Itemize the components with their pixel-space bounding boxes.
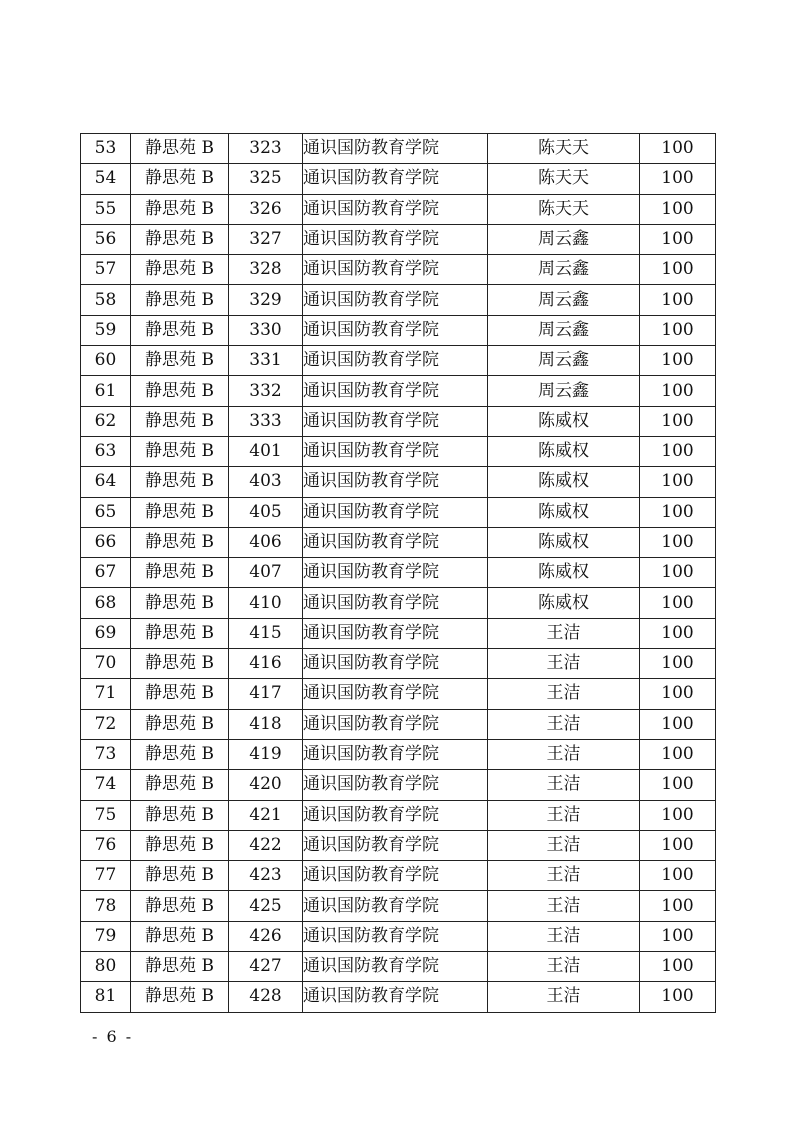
table-row [81, 315, 716, 345]
building-cell: 静思苑 B [131, 618, 229, 648]
college-cell: 通识国防教育学院 [303, 861, 488, 891]
row-number-cell: 68 [81, 588, 131, 618]
score-cell: 100 [640, 830, 716, 860]
room-cell: 326 [229, 194, 303, 224]
room-cell: 426 [229, 921, 303, 951]
table-row [81, 800, 716, 830]
building-cell: 静思苑 B [131, 224, 229, 254]
building-cell: 静思苑 B [131, 436, 229, 466]
row-number-cell: 71 [81, 679, 131, 709]
table-row [81, 164, 716, 194]
building-cell: 静思苑 B [131, 406, 229, 436]
row-number-cell: 69 [81, 618, 131, 648]
college-cell: 通识国防教育学院 [303, 436, 488, 466]
row-number-cell: 74 [81, 770, 131, 800]
name-cell: 王洁 [488, 921, 640, 951]
name-cell: 周云鑫 [488, 224, 640, 254]
row-number-cell: 65 [81, 497, 131, 527]
row-number-cell: 70 [81, 649, 131, 679]
row-number-cell: 79 [81, 921, 131, 951]
score-cell: 100 [640, 497, 716, 527]
name-cell: 王洁 [488, 800, 640, 830]
row-number-cell: 64 [81, 467, 131, 497]
college-cell: 通识国防教育学院 [303, 618, 488, 648]
college-cell: 通识国防教育学院 [303, 134, 488, 164]
row-number-cell: 78 [81, 891, 131, 921]
college-cell: 通识国防教育学院 [303, 982, 488, 1012]
room-cell: 407 [229, 558, 303, 588]
college-cell: 通识国防教育学院 [303, 346, 488, 376]
score-cell: 100 [640, 891, 716, 921]
table-row [81, 346, 716, 376]
building-cell: 静思苑 B [131, 527, 229, 557]
score-cell: 100 [640, 224, 716, 254]
room-cell: 331 [229, 346, 303, 376]
building-cell: 静思苑 B [131, 134, 229, 164]
dormitory-score-table [80, 133, 716, 1013]
building-cell: 静思苑 B [131, 588, 229, 618]
room-cell: 418 [229, 709, 303, 739]
score-cell: 100 [640, 921, 716, 951]
room-cell: 327 [229, 224, 303, 254]
name-cell: 王洁 [488, 830, 640, 860]
table-row [81, 618, 716, 648]
score-cell: 100 [640, 588, 716, 618]
name-cell: 王洁 [488, 952, 640, 982]
row-number-cell: 57 [81, 255, 131, 285]
table-row [81, 770, 716, 800]
building-cell: 静思苑 B [131, 739, 229, 769]
row-number-cell: 58 [81, 285, 131, 315]
name-cell: 陈威权 [488, 497, 640, 527]
name-cell: 王洁 [488, 679, 640, 709]
score-cell: 100 [640, 739, 716, 769]
score-cell: 100 [640, 770, 716, 800]
name-cell: 陈天天 [488, 134, 640, 164]
table-row [81, 406, 716, 436]
row-number-cell: 56 [81, 224, 131, 254]
row-number-cell: 54 [81, 164, 131, 194]
score-cell: 100 [640, 406, 716, 436]
table-row [81, 588, 716, 618]
score-cell: 100 [640, 436, 716, 466]
building-cell: 静思苑 B [131, 497, 229, 527]
building-cell: 静思苑 B [131, 558, 229, 588]
college-cell: 通识国防教育学院 [303, 224, 488, 254]
table-row [81, 679, 716, 709]
name-cell: 陈天天 [488, 164, 640, 194]
name-cell: 王洁 [488, 982, 640, 1012]
college-cell: 通识国防教育学院 [303, 952, 488, 982]
row-number-cell: 59 [81, 315, 131, 345]
name-cell: 周云鑫 [488, 285, 640, 315]
table-row [81, 558, 716, 588]
score-cell: 100 [640, 467, 716, 497]
score-cell: 100 [640, 194, 716, 224]
room-cell: 419 [229, 739, 303, 769]
building-cell: 静思苑 B [131, 467, 229, 497]
table-row [81, 952, 716, 982]
table-row [81, 376, 716, 406]
name-cell: 王洁 [488, 891, 640, 921]
name-cell: 陈天天 [488, 194, 640, 224]
room-cell: 332 [229, 376, 303, 406]
room-cell: 333 [229, 406, 303, 436]
row-number-cell: 76 [81, 830, 131, 860]
building-cell: 静思苑 B [131, 285, 229, 315]
row-number-cell: 75 [81, 800, 131, 830]
building-cell: 静思苑 B [131, 921, 229, 951]
college-cell: 通识国防教育学院 [303, 285, 488, 315]
table-row [81, 224, 716, 254]
college-cell: 通识国防教育学院 [303, 800, 488, 830]
table-row [81, 649, 716, 679]
score-cell: 100 [640, 164, 716, 194]
college-cell: 通识国防教育学院 [303, 406, 488, 436]
college-cell: 通识国防教育学院 [303, 558, 488, 588]
room-cell: 416 [229, 649, 303, 679]
score-cell: 100 [640, 952, 716, 982]
table-row [81, 830, 716, 860]
score-cell: 100 [640, 679, 716, 709]
room-cell: 405 [229, 497, 303, 527]
table-row [81, 436, 716, 466]
room-cell: 423 [229, 861, 303, 891]
row-number-cell: 63 [81, 436, 131, 466]
college-cell: 通识国防教育学院 [303, 921, 488, 951]
room-cell: 329 [229, 285, 303, 315]
row-number-cell: 73 [81, 739, 131, 769]
score-cell: 100 [640, 255, 716, 285]
room-cell: 420 [229, 770, 303, 800]
college-cell: 通识国防教育学院 [303, 467, 488, 497]
room-cell: 425 [229, 891, 303, 921]
table-row [81, 255, 716, 285]
college-cell: 通识国防教育学院 [303, 588, 488, 618]
score-cell: 100 [640, 982, 716, 1012]
room-cell: 328 [229, 255, 303, 285]
name-cell: 王洁 [488, 649, 640, 679]
name-cell: 王洁 [488, 709, 640, 739]
room-cell: 323 [229, 134, 303, 164]
building-cell: 静思苑 B [131, 709, 229, 739]
score-cell: 100 [640, 376, 716, 406]
row-number-cell: 72 [81, 709, 131, 739]
name-cell: 周云鑫 [488, 346, 640, 376]
building-cell: 静思苑 B [131, 255, 229, 285]
score-cell: 100 [640, 800, 716, 830]
college-cell: 通识国防教育学院 [303, 709, 488, 739]
name-cell: 陈威权 [488, 436, 640, 466]
college-cell: 通识国防教育学院 [303, 830, 488, 860]
score-cell: 100 [640, 285, 716, 315]
building-cell: 静思苑 B [131, 952, 229, 982]
table-row [81, 527, 716, 557]
score-cell: 100 [640, 558, 716, 588]
college-cell: 通识国防教育学院 [303, 527, 488, 557]
table-row [81, 497, 716, 527]
table-row [81, 861, 716, 891]
building-cell: 静思苑 B [131, 315, 229, 345]
college-cell: 通识国防教育学院 [303, 497, 488, 527]
college-cell: 通识国防教育学院 [303, 315, 488, 345]
building-cell: 静思苑 B [131, 679, 229, 709]
building-cell: 静思苑 B [131, 800, 229, 830]
row-number-cell: 53 [81, 134, 131, 164]
building-cell: 静思苑 B [131, 830, 229, 860]
name-cell: 陈威权 [488, 406, 640, 436]
college-cell: 通识国防教育学院 [303, 649, 488, 679]
room-cell: 421 [229, 800, 303, 830]
room-cell: 401 [229, 436, 303, 466]
name-cell: 陈威权 [488, 527, 640, 557]
college-cell: 通识国防教育学院 [303, 164, 488, 194]
college-cell: 通识国防教育学院 [303, 679, 488, 709]
name-cell: 王洁 [488, 770, 640, 800]
table-row [81, 921, 716, 951]
college-cell: 通识国防教育学院 [303, 194, 488, 224]
table-row [81, 891, 716, 921]
college-cell: 通识国防教育学院 [303, 376, 488, 406]
name-cell: 王洁 [488, 861, 640, 891]
room-cell: 428 [229, 982, 303, 1012]
row-number-cell: 81 [81, 982, 131, 1012]
college-cell: 通识国防教育学院 [303, 739, 488, 769]
score-cell: 100 [640, 346, 716, 376]
table-row [81, 134, 716, 164]
room-cell: 410 [229, 588, 303, 618]
building-cell: 静思苑 B [131, 376, 229, 406]
room-cell: 417 [229, 679, 303, 709]
building-cell: 静思苑 B [131, 891, 229, 921]
room-cell: 422 [229, 830, 303, 860]
table-row [81, 709, 716, 739]
name-cell: 周云鑫 [488, 315, 640, 345]
row-number-cell: 67 [81, 558, 131, 588]
building-cell: 静思苑 B [131, 649, 229, 679]
score-cell: 100 [640, 134, 716, 164]
building-cell: 静思苑 B [131, 982, 229, 1012]
score-cell: 100 [640, 649, 716, 679]
score-cell: 100 [640, 618, 716, 648]
building-cell: 静思苑 B [131, 346, 229, 376]
building-cell: 静思苑 B [131, 770, 229, 800]
table-row [81, 467, 716, 497]
room-cell: 427 [229, 952, 303, 982]
row-number-cell: 62 [81, 406, 131, 436]
table-body [81, 134, 716, 1013]
row-number-cell: 60 [81, 346, 131, 376]
page-number: - 6 - [92, 1027, 134, 1046]
score-cell: 100 [640, 861, 716, 891]
room-cell: 415 [229, 618, 303, 648]
table-row [81, 285, 716, 315]
row-number-cell: 55 [81, 194, 131, 224]
building-cell: 静思苑 B [131, 861, 229, 891]
college-cell: 通识国防教育学院 [303, 770, 488, 800]
name-cell: 陈威权 [488, 588, 640, 618]
room-cell: 330 [229, 315, 303, 345]
score-cell: 100 [640, 315, 716, 345]
building-cell: 静思苑 B [131, 194, 229, 224]
room-cell: 406 [229, 527, 303, 557]
row-number-cell: 77 [81, 861, 131, 891]
table-row [81, 194, 716, 224]
name-cell: 周云鑫 [488, 255, 640, 285]
name-cell: 王洁 [488, 618, 640, 648]
row-number-cell: 61 [81, 376, 131, 406]
room-cell: 325 [229, 164, 303, 194]
name-cell: 周云鑫 [488, 376, 640, 406]
score-cell: 100 [640, 709, 716, 739]
college-cell: 通识国防教育学院 [303, 255, 488, 285]
room-cell: 403 [229, 467, 303, 497]
name-cell: 陈威权 [488, 558, 640, 588]
table-row [81, 982, 716, 1012]
college-cell: 通识国防教育学院 [303, 891, 488, 921]
building-cell: 静思苑 B [131, 164, 229, 194]
row-number-cell: 66 [81, 527, 131, 557]
name-cell: 陈威权 [488, 467, 640, 497]
table-row [81, 739, 716, 769]
name-cell: 王洁 [488, 739, 640, 769]
score-cell: 100 [640, 527, 716, 557]
row-number-cell: 80 [81, 952, 131, 982]
